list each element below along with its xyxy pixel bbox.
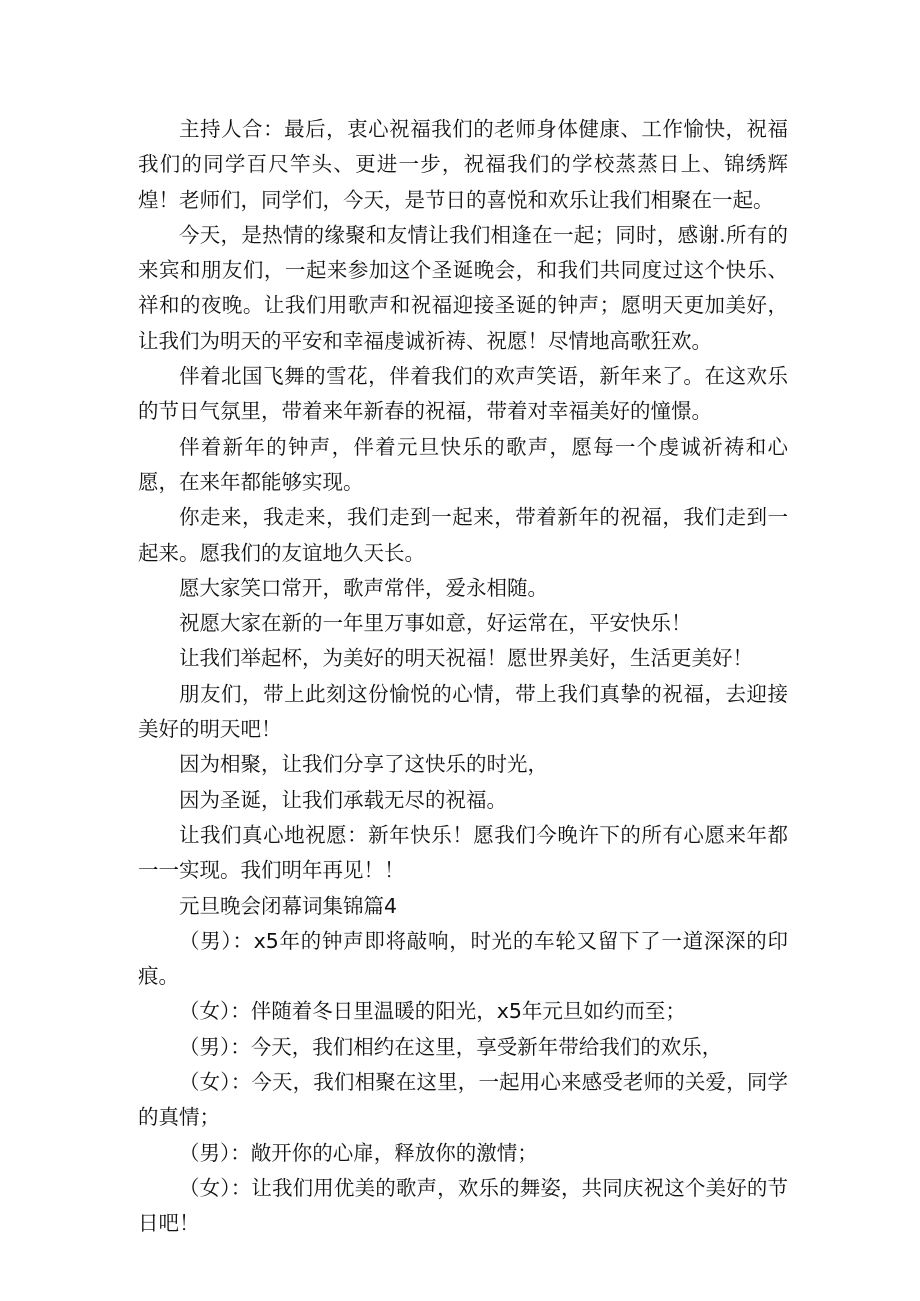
document-body: [138, 112, 788, 1242]
paragraph-come-together: 你走来，我走来，我们走到一起来，带着新年的祝福，我们走到一起来。愿我们的友谊地久天长。: [138, 505, 788, 565]
dialogue-line-female-1: （女）：伴随着冬日里温暖的阳光，x5年元旦如约而至；: [179, 999, 686, 1024]
paragraph-good-luck: 祝愿大家在新的一年里万事如意，好运常在，平安快乐！: [179, 611, 692, 636]
dialogue-line-male-2: （男）：今天，我们相约在这里，享受新年带给我们的欢乐，: [179, 1034, 723, 1059]
paragraph-raise-cup: 让我们举起杯，为美好的明天祝福！愿世界美好，生活更美好！: [179, 646, 753, 671]
dialogue-line-male-1: （男）：x5年的钟声即将敲响，时光的车轮又留下了一道深深的印痕。: [138, 928, 788, 989]
paragraph-new-year-bells: 伴着新年的钟声，伴着元旦快乐的歌声，愿每一个虔诚祈祷和心愿，在来年都能够实现。: [138, 434, 788, 494]
paragraph-because-gathering: 因为相聚，让我们分享了这快乐的时光，: [179, 752, 548, 777]
paragraph-because-christmas: 因为圣诞，让我们承载无尽的祝福。: [179, 787, 507, 812]
paragraph-see-you: 让我们真心地祝愿：新年快乐！愿我们今晚许下的所有心愿来年都一一实现。我们明年再见！！: [138, 822, 788, 883]
paragraph-closing-wishes: 主持人合：最后，衷心祝福我们的老师身体健康、工作愉快，祝福我们的同学百尺竿头、更进一步，祝福我们的学校蒸蒸日上、锦绣辉煌！老师们，同学们，今天，是节日的喜悦和欢乐让我们相聚在一起。: [138, 117, 788, 212]
section-heading: 元旦晚会闭幕词集锦篇4: [179, 893, 398, 918]
dialogue-line-female-2: （女）：今天，我们相聚在这里，一起用心来感受老师的关爱，同学的真情；: [138, 1070, 788, 1130]
paragraph-friends: 朋友们，带上此刻这份愉悦的心情，带上我们真挚的祝福，去迎接美好的明天吧！: [138, 681, 788, 742]
paragraph-snowflakes: 伴着北国飞舞的雪花，伴着我们的欢声笑语，新年来了。在这欢乐的节日气氛里，带着来年新春的祝福，带着对幸福美好的憧憬。: [138, 364, 788, 424]
dialogue-line-male-3: （男）：敞开你的心扉，释放你的激情；: [179, 1140, 538, 1165]
dialogue-line-female-3: （女）：让我们用优美的歌声，欢乐的舞姿，共同庆祝这个美好的节日吧！: [138, 1175, 788, 1236]
paragraph-smiles: 愿大家笑口常开，歌声常伴，爱永相随。: [179, 575, 548, 600]
paragraph-christmas-gathering: 今天，是热情的缘聚和友情让我们相逢在一起；同时，感谢.所有的来宾和朋友们，一起来参加这个圣诞晚会，和我们共同度过这个快乐、祥和的夜晚。让我们用歌声和祝福迎接圣诞的钟声；愿明天更加美好，让我们为明天的平安和幸福虔诚祈祷、祝愿！尽情地高歌狂欢。: [138, 222, 788, 353]
